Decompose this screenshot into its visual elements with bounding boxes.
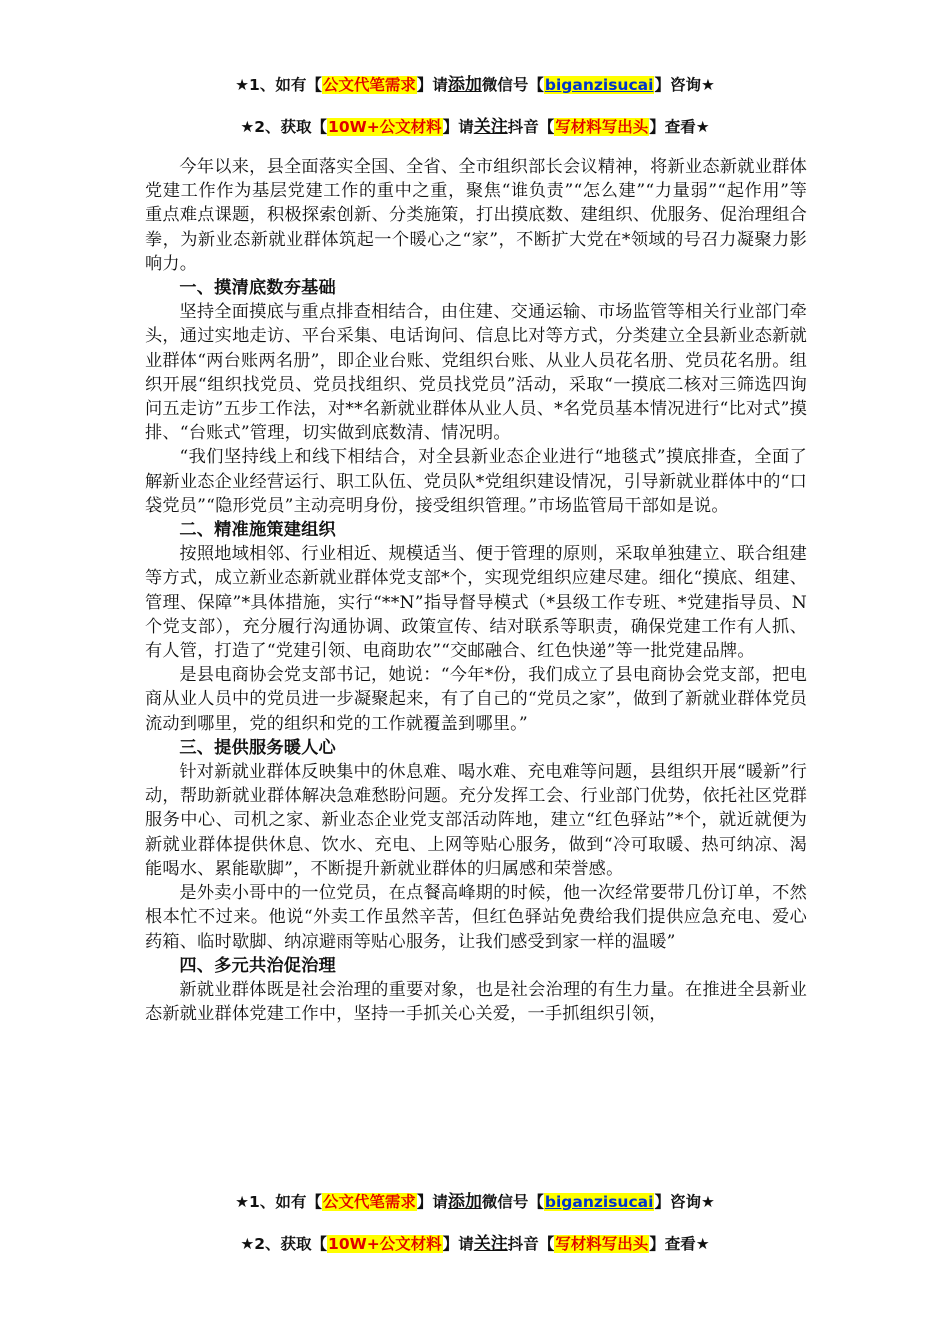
promo-text: 抖音【 (507, 1235, 555, 1253)
highlight-text: 公文代笔需求 (322, 1193, 416, 1211)
star-icon: ★ (240, 118, 255, 136)
star-icon: ★ (240, 1235, 255, 1253)
underlined-text: 关注 (473, 117, 508, 137)
paragraph: 坚持全面摸底与重点排查相结合，由住建、交通运输、市场监管等相关行业部门牵头，通过实地走访、平台采集、电话询问、信息比对等方式，分类建立全县新业态新就业群体“两台账两名册”，即企业台账、党组织台账、从业人员花名册、党员花名册。组织开展“组织找党员、党员找组织、党员找党员”活动，采取“一摸底二核对三筛选四询问五走访”五步工作法，对**名新就业群体从业人员、*名党员基本情况进行“比对式”摸排、“台账式”管理，切实做到底数清、情况明。 (145, 302, 807, 444)
promo-text: 2、获取【 (254, 1235, 328, 1253)
promo-text: 】请 (442, 1235, 474, 1253)
highlight-text: 10W+公文材料 (328, 1235, 442, 1253)
promo-line-douyin (0, 112, 950, 137)
wechat-id-link[interactable]: biganzisucai (544, 76, 654, 94)
promo-line-douyin-footer (0, 1229, 950, 1254)
star-icon: ★ (700, 76, 715, 94)
promo-text: 1、如有【 (249, 76, 322, 94)
paragraph: 针对新就业群体反映集中的休息难、喝水难、充电难等问题，县组织开展“暖新”行动，帮助新就业群体解决急难愁盼问题。充分发挥工会、行业部门优势，依托社区党群服务中心、司机之家、新业态企业党支部活动阵地，建立“红色驿站”*个，就近就便为新就业群体提供休息、饮水、充电、上网等贴心服务，做到“冷可取暖、热可纳凉、渴能喝水、累能歇脚”，不断提升新就业群体的归属感和荣誉感。 (145, 762, 807, 879)
paragraph-intro: 今年以来，县全面落实全国、全省、全市组织部长会议精神，将新业态新就业群体党建工作作为基层党建工作的重中之重，聚焦“谁负责”“怎么建”“力量弱”“起作用”等重点难点课题，积极探索创新、分类施策，打出摸底数、建组织、优服务、促治理组合拳，为新业态新就业群体筑起一个暖心之“家”，不断扩大党在*领域的号召力凝聚力影响力。 (145, 157, 807, 274)
promo-text: 1、如有【 (249, 1193, 322, 1211)
underlined-text: 添加 (447, 1192, 482, 1212)
highlight-text: 写材料写出头 (555, 1235, 649, 1253)
document-body (145, 155, 807, 1026)
highlight-text: 公文代笔需求 (322, 76, 416, 94)
paragraph-quote: 是外卖小哥中的一位党员，在点餐高峰期的时候，他一次经常要带几份订单，不然根本忙不过来。他说“外卖工作虽然辛苦，但红色驿站免费给我们提供应急充电、爱心药箱、临时歇脚、纳凉避雨等贴心服务，让我们感受到家一样的温暖” (145, 883, 807, 952)
paragraph: 新就业群体既是社会治理的重要对象，也是社会治理的有生力量。在推进全县新业态新就业群体党建工作中，坚持一手抓关心关爱，一手抓组织引领， (145, 979, 807, 1025)
section-heading-1: 一、摸清底数夯基础 (179, 278, 336, 299)
highlight-text: 10W+公文材料 (328, 118, 442, 136)
star-icon: ★ (235, 1193, 250, 1211)
promo-line-wechat (0, 70, 950, 95)
paragraph: 按照地域相邻、行业相近、规模适当、便于管理的原则，采取单独建立、联合组建等方式，成立新业态新就业群体党支部*个，实现党组织应建尽建。细化“摸底、组建、管理、保障”*具体措施，实行“**N”指导督导模式（*县级工作专班、*党建指导员、N个党支部），充分履行沟通协调、政策宣传、结对联系等职责，确保党建工作有人抓、有人管，打造了“党建引领、电商助农”“交邮融合、红色快递”等一批党建品牌。 (145, 544, 807, 662)
star-icon: ★ (695, 118, 710, 136)
section-heading-4: 四、多元共治促治理 (179, 955, 336, 976)
promo-text: 抖音【 (507, 118, 555, 136)
underlined-text: 添加 (447, 75, 482, 95)
section-heading-2: 二、精准施策建组织 (179, 520, 336, 541)
wechat-id-link[interactable]: biganzisucai (544, 1193, 654, 1211)
promo-text: 微信号【 (481, 76, 544, 94)
star-icon: ★ (695, 1235, 710, 1253)
promo-text: 】咨询 (654, 76, 701, 94)
paragraph-quote: 是县电商协会党支部书记，她说：“今年*份，我们成立了县电商协会党支部，把电商从业人员中的党员进一步凝聚起来，有了自己的“党员之家”，做到了新就业群体党员流动到哪里，党的组织和党的工作就覆盖到哪里。” (145, 665, 807, 734)
highlight-text: 写材料写出头 (555, 118, 649, 136)
promo-text: 】请 (442, 118, 474, 136)
promo-text: 微信号【 (481, 1193, 544, 1211)
paragraph-quote: “我们坚持线上和线下相结合，对全县新业态企业进行“地毯式”摸底排查，全面了解新业态企业经营运行、职工队伍、党员队*党组织建设情况，引导新就业群体中的“口袋党员”“隐形党员”主动亮明身份，接受组织管理。”市场监管局干部如是说。 (145, 447, 807, 516)
star-icon: ★ (235, 76, 250, 94)
underlined-text: 关注 (473, 1234, 508, 1254)
promo-text: 】请 (416, 1193, 448, 1211)
promo-text: 】查看 (649, 118, 696, 136)
star-icon: ★ (700, 1193, 715, 1211)
promo-line-wechat-footer (0, 1187, 950, 1212)
section-heading-3: 三、提供服务暖人心 (179, 737, 336, 758)
promo-text: 2、获取【 (254, 118, 328, 136)
promo-text: 】请 (416, 76, 448, 94)
promo-text: 】咨询 (654, 1193, 701, 1211)
promo-text: 】查看 (649, 1235, 696, 1253)
